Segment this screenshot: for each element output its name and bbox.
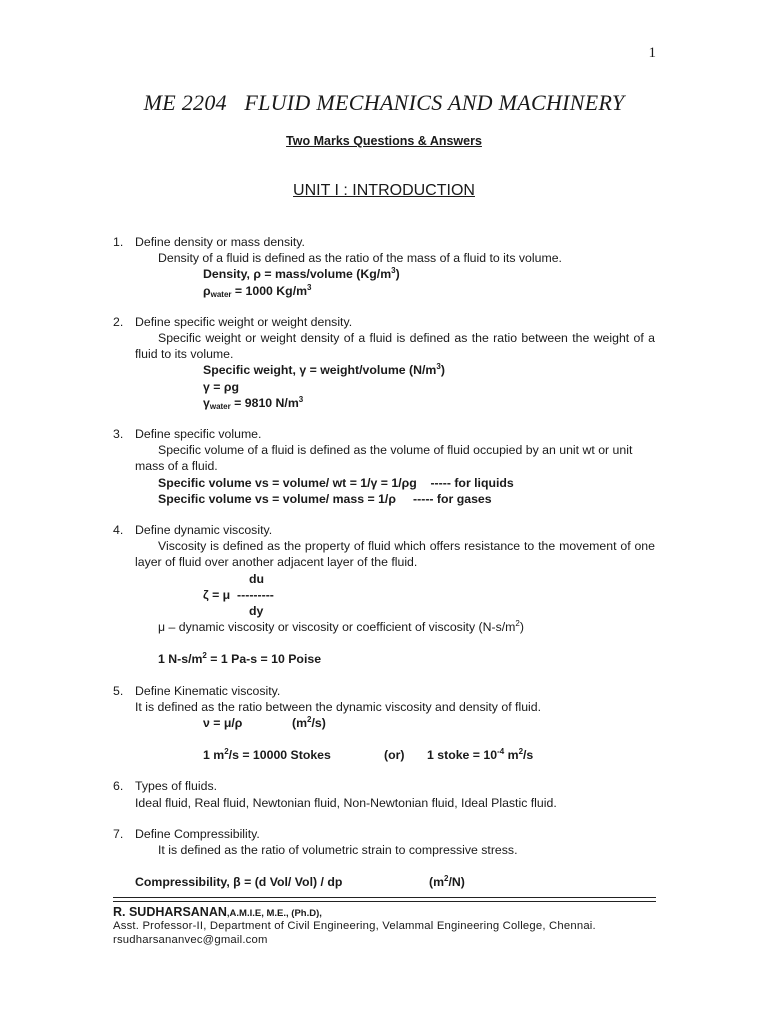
question-text: Define specific volume. xyxy=(135,427,262,442)
question-text: Define Compressibility. xyxy=(135,826,260,841)
author-name: R. SUDHARSANAN xyxy=(113,905,227,919)
answer-text: Viscosity is defined as the property of fluid which offers resistance to the movement of one layer of fluid over another adjacent layer of the fluid. xyxy=(135,539,655,570)
question-number: 4. xyxy=(113,523,124,538)
question-text: Define specific weight or weight density. xyxy=(135,314,353,329)
author-affiliation: Asst. Professor-II, Department of Civil Engineering, Velammal Engineering College, Chennai. xyxy=(113,920,596,932)
footer-rule-thick xyxy=(113,897,656,898)
unit-heading: UNIT I : INTRODUCTION xyxy=(293,182,475,199)
formula-specific-volume-liquids: Specific volume vs = volume/ wt = 1/γ = 1/ρg ----- for liquids xyxy=(158,475,514,490)
question-text: Define dynamic viscosity. xyxy=(135,523,273,538)
answer-text: Density of a fluid is defined as the ratio of the mass of a fluid to its volume. xyxy=(158,251,562,266)
questions-list xyxy=(113,234,655,906)
formula-gamma: γ = ρg xyxy=(203,379,239,394)
formula-stokes: 1 $m^2/s = 10000$ Stokes (or) 1 stoke = $10^{-4}$ $m^2/s$ xyxy=(203,747,534,763)
formula-kinematic-viscosity: ν = μ/ρ $(m^2/s)$ xyxy=(203,715,326,731)
formula-specific-weight: Specific weight, γ = weight/volume $(N/m^3)$ xyxy=(203,362,445,378)
page-number: 1 xyxy=(648,45,656,61)
footer-rule-thin xyxy=(113,901,656,902)
question-7 xyxy=(113,826,655,891)
author-email[interactable]: rsudharsananvec@gmail.com xyxy=(113,934,268,946)
author-credentials: ,A.M.I.E, M.E., (Ph.D), xyxy=(226,908,322,919)
document-title: ME 2204 FLUID MECHANICS AND MACHINERY xyxy=(143,90,625,115)
footer xyxy=(113,905,673,947)
formula-density: Density, ρ = mass/volume $(Kg/m^3)$ xyxy=(203,266,400,282)
formula-density-water: $\rho_{water} = 1000$ $Kg/m^3$ xyxy=(203,282,312,299)
question-text: Define Kinematic viscosity. xyxy=(135,683,281,698)
document-subtitle: Two Marks Questions & Answers xyxy=(286,134,482,148)
formula-denominator: dy xyxy=(249,604,264,619)
answer-text: Ideal fluid, Real fluid, Newtonian fluid, Non-Newtonian fluid, Ideal Plastic fluid. xyxy=(135,795,557,810)
question-number: 6. xyxy=(113,779,124,794)
question-6 xyxy=(113,778,655,810)
question-5 xyxy=(113,683,655,764)
question-2 xyxy=(113,314,655,411)
answer-text: Specific weight or weight density of a fluid is defined as the ratio between the weight of a fluid to its volume. xyxy=(135,331,655,362)
question-text: Types of fluids. xyxy=(135,779,218,794)
question-number: 2. xyxy=(113,314,124,329)
formula-compressibility: Compressibility, β = (d Vol/ Vol) / dp $(m^2/N)$ xyxy=(135,874,465,890)
formula-poise: 1 $N-s/m^2 = 1$ Pa-s = 10 Poise xyxy=(158,651,322,667)
formula-gamma-water: $\gamma_{water} = 9810$ $N/m^3$ xyxy=(203,394,304,411)
question-number: 5. xyxy=(113,683,124,698)
question-number: 7. xyxy=(113,826,124,841)
question-text: Define density or mass density. xyxy=(135,235,305,249)
formula-numerator: du xyxy=(249,571,265,586)
question-number: 3. xyxy=(113,427,124,442)
formula-specific-volume-gases: Specific volume vs = volume/ mass = 1/ρ ----- for gases xyxy=(158,491,492,506)
question-3 xyxy=(113,426,655,507)
author-line xyxy=(113,905,673,919)
question-number: 1. xyxy=(113,235,124,249)
answer-text: Specific volume of a fluid is defined as the volume of fluid occupied by an unit wt or unit mass of a fluid. xyxy=(135,443,633,474)
question-4 xyxy=(113,522,655,668)
viscosity-description: μ – dynamic viscosity or viscosity or coefficient of viscosity $(N-s/m^2)$ xyxy=(158,619,524,635)
formula-viscosity: ζ = μ --------- xyxy=(203,587,274,602)
answer-text: It is defined as the ratio between the dynamic viscosity and density of fluid. xyxy=(135,699,542,714)
answer-text: It is defined as the ratio of volumetric strain to compressive stress. xyxy=(158,843,518,858)
question-1 xyxy=(113,234,655,299)
